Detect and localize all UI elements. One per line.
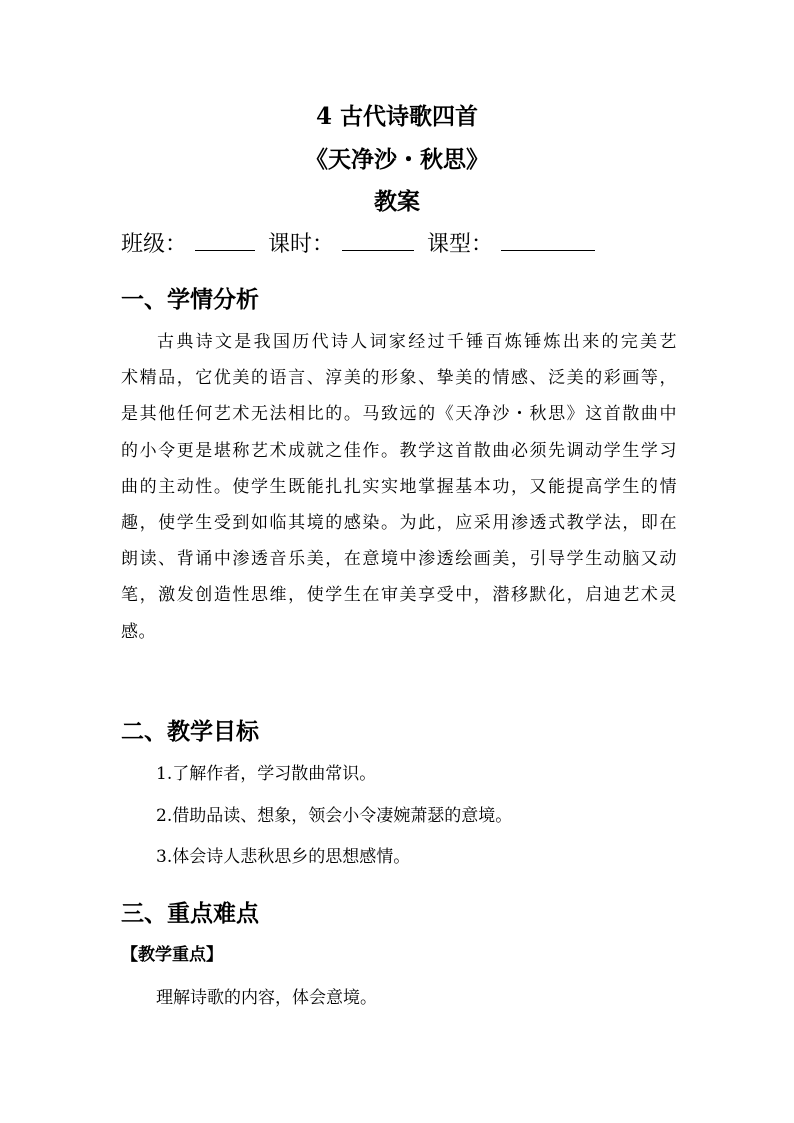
period-label: 课时： xyxy=(268,232,335,257)
paragraph-line: 朗读、背诵中渗透音乐美，在意境中渗透绘画美，引导学生动脑又动 xyxy=(121,549,677,570)
section-heading-objectives: 二、教学目标 xyxy=(121,718,259,745)
paragraph-line: 术精品，它优美的语言、淳美的形象、挚美的情感、泛美的彩画等， xyxy=(121,368,677,389)
paragraph-line: 的小令更是堪称艺术成就之佳作。教学这首散曲必须先调动学生学习 xyxy=(121,440,677,461)
class-label: 班级： xyxy=(121,232,188,257)
paragraph-line: 古典诗文是我国历代诗人词家经过千锤百炼锤炼出来的完美艺 xyxy=(157,332,677,352)
class-blank xyxy=(195,228,255,251)
subheading-teaching-focus: 【教学重点】 xyxy=(121,945,223,965)
section-heading-analysis: 一、学情分析 xyxy=(121,286,259,313)
document-title-type: 教案 xyxy=(374,188,420,215)
document-title-lesson: 4 古代诗歌四首 xyxy=(315,103,478,130)
teaching-focus-text: 理解诗歌的内容，体会意境。 xyxy=(156,988,377,1008)
list-item: 1.了解作者，学习散曲常识。 xyxy=(156,764,377,784)
list-item: 3.体会诗人悲秋思乡的思想感情。 xyxy=(156,847,411,867)
document-title-poem: 《天净沙・秋思》 xyxy=(305,146,489,173)
paragraph-line: 是其他任何艺术无法相比的。马致远的《天净沙・秋思》这首散曲中 xyxy=(121,404,677,425)
type-label: 课型： xyxy=(427,232,494,257)
section-heading-key-points: 三、重点难点 xyxy=(121,900,259,927)
info-fields-row xyxy=(121,228,601,261)
period-blank xyxy=(342,228,414,251)
type-blank xyxy=(501,228,595,251)
paragraph-line: 笔，激发创造性思维，使学生在审美享受中，潜移默化，启迪艺术灵 xyxy=(121,585,677,606)
paragraph-line: 感。 xyxy=(121,621,156,642)
paragraph-line: 趣，使学生受到如临其境的感染。为此，应采用渗透式教学法，即在 xyxy=(121,512,677,533)
paragraph-line: 曲的主动性。使学生既能扎扎实实地掌握基本功，又能提高学生的情 xyxy=(121,476,677,497)
analysis-paragraph xyxy=(121,324,677,650)
list-item: 2.借助品读、想象，领会小令凄婉萧瑟的意境。 xyxy=(156,805,513,826)
objectives-list xyxy=(156,758,512,883)
